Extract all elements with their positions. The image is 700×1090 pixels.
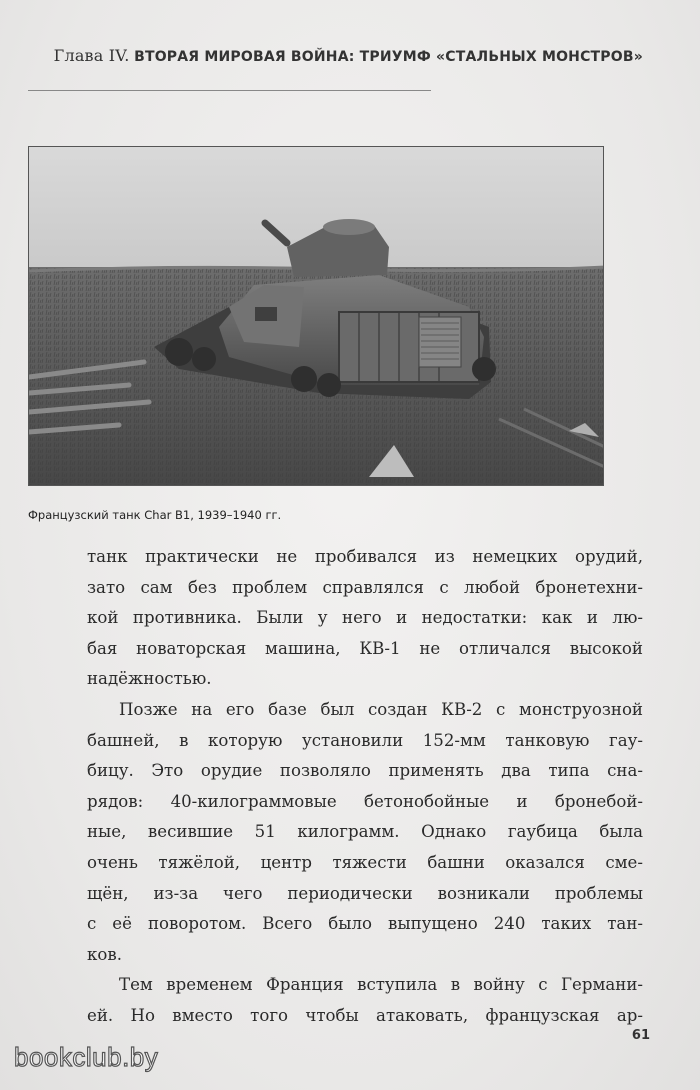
body-text	[87, 542, 643, 1032]
text-line: с её поворотом. Всего было выпущено 240 таких тан-	[87, 914, 643, 934]
tank-photo-illustration	[29, 147, 604, 486]
text-line: очень тяжёлой, центр тяжести башни оказался сме-	[87, 852, 643, 872]
running-header	[0, 46, 643, 66]
text-line: ков.	[87, 944, 122, 964]
chapter-title: ВТОРАЯ МИРОВАЯ ВОЙНА: ТРИУМФ «СТАЛЬНЫХ МОНСТРОВ»	[134, 49, 643, 65]
text-line: танк практически не пробивался из немецких орудий,	[87, 547, 643, 566]
text-line: башней, в которую установили 152-мм танковую гау-	[87, 730, 643, 750]
text-line: ные, весившие 51 килограмм. Однако гаубица была	[87, 822, 643, 842]
text-line: надёжностью.	[87, 669, 212, 689]
text-line: бицу. Это орудие позволяло применять два типа сна-	[87, 761, 643, 781]
text-line: Тем временем Франция вступила в войну с Германи-	[119, 975, 643, 995]
text-line: бая новаторская машина, КВ-1 не отличался высокой	[87, 638, 643, 658]
text-line: зато сам без проблем справлялся с любой бронетехни-	[87, 577, 643, 597]
text-line: Позже на его базе был создан КВ-2 с монструозной	[119, 699, 643, 719]
text-line: ей. Но вместо того чтобы атаковать, французская ар-	[87, 1005, 643, 1025]
chapter-label: Глава IV.	[53, 46, 130, 65]
photo-caption: Французский танк Char B1, 1939–1940 гг.	[28, 508, 282, 522]
page-number: 61	[631, 1028, 650, 1043]
text-line: рядов: 40-килограммовые бетонобойные и бронебой-	[87, 791, 643, 811]
tank-photo	[28, 146, 604, 486]
text-line: щён, из-за чего периодически возникали проблемы	[87, 883, 643, 903]
text-line: кой противника. Были у него и недостатки: как и лю-	[87, 608, 643, 628]
watermark: bookclub.by	[14, 1042, 159, 1072]
header-rule	[28, 90, 431, 91]
